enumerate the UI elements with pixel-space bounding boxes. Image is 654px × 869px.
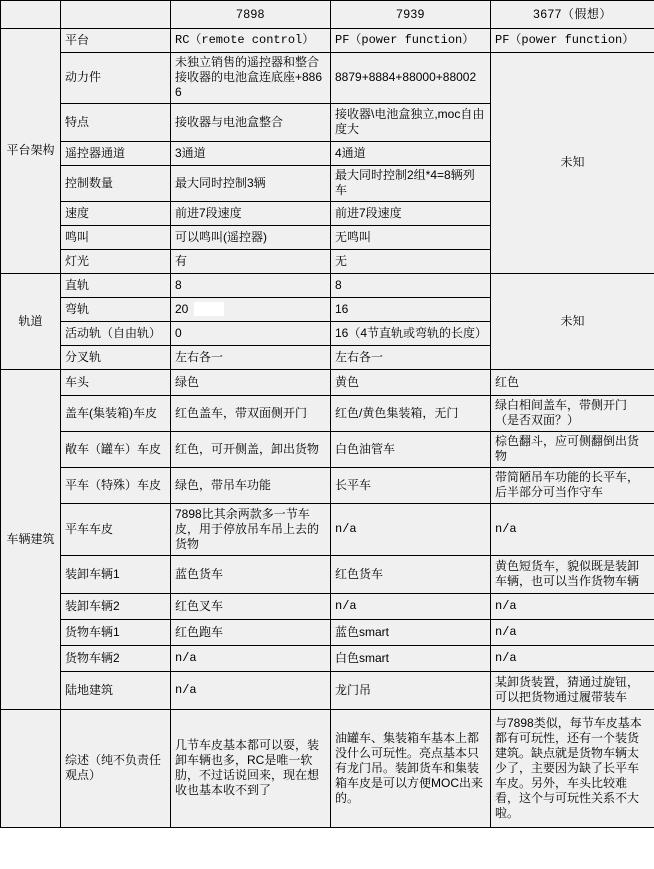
value-7939-ground-building: 龙门吊 (331, 672, 491, 710)
attr-locomotive: 车头 (61, 370, 171, 396)
value-7939-lights: 无 (331, 250, 491, 274)
value-7898-flatcar: 7898比其余两款多一节车皮，用于停放吊车吊上去的货物 (171, 504, 331, 556)
value-7898-straight-track: 8 (171, 274, 331, 298)
value-7898-speed: 前进7段速度 (171, 202, 331, 226)
attr-lights: 灯光 (61, 250, 171, 274)
header-model-3677: 3677（假想） (491, 1, 654, 29)
value-3677-loading-vehicle-1: 黄色短货车，貌似既是装卸车辆，也可以当作货物车辆 (491, 556, 654, 594)
value-7939-power-parts: 8879+8884+88000+88002 (331, 53, 491, 104)
value-7898-loading-vehicle-1: 蓝色货车 (171, 556, 331, 594)
attr-control-count: 控制数量 (61, 166, 171, 202)
header-model-7939: 7939 (331, 1, 491, 29)
header-corner-blank (1, 1, 61, 29)
attr-cargo-vehicle-1: 货物车辆1 (61, 620, 171, 646)
value-3677-loading-vehicle-2: n/a (491, 594, 654, 620)
value-7898-locomotive: 绿色 (171, 370, 331, 396)
header-attribute-column (61, 1, 171, 29)
attr-power-parts: 动力件 (61, 53, 171, 104)
value-7939-flexible-track: 16（4节直轨或弯轨的长度） (331, 322, 491, 346)
value-7939-covered-wagon: 红色/黄色集装箱，无门 (331, 396, 491, 432)
table-row-platform (1, 29, 654, 53)
value-3677-flatcar: n/a (491, 504, 654, 556)
value-7898-rc-channels: 3通道 (171, 142, 331, 166)
value-7898-platform: RC（remote control） (171, 29, 331, 53)
value-7939-loading-vehicle-1: 红色货车 (331, 556, 491, 594)
attr-ground-building: 陆地建筑 (61, 672, 171, 710)
table-row-special-flatcar (1, 468, 654, 504)
table-row-open-tank-wagon (1, 432, 654, 468)
value-7939-cargo-vehicle-2: 白色smart (331, 646, 491, 672)
value-7939-locomotive: 黄色 (331, 370, 491, 396)
value-7939-cargo-vehicle-1: 蓝色smart (331, 620, 491, 646)
value-7939-platform: PF（power function） (331, 29, 491, 53)
attr-cargo-vehicle-2: 货物车辆2 (61, 646, 171, 672)
value-7898-special-flatcar: 绿色，带吊车功能 (171, 468, 331, 504)
value-3677-cargo-vehicle-1: n/a (491, 620, 654, 646)
value-7939-switch-track: 左右各一 (331, 346, 491, 370)
value-7939-special-flatcar: 长平车 (331, 468, 491, 504)
attr-loading-vehicle-1: 装卸车辆1 (61, 556, 171, 594)
value-7939-horn: 无鸣叫 (331, 226, 491, 250)
value-7939-open-tank-wagon: 白色油管车 (331, 432, 491, 468)
attr-special-flatcar: 平车（特殊）车皮 (61, 468, 171, 504)
attr-loading-vehicle-2: 装卸车辆2 (61, 594, 171, 620)
table-row-power-parts (1, 53, 654, 104)
table-row-cargo-vehicle-2 (1, 646, 654, 672)
value-7939-flatcar: n/a (331, 504, 491, 556)
value-7898-horn: 可以鸣叫(遥控器) (171, 226, 331, 250)
value-7898-lights: 有 (171, 250, 331, 274)
value-7939-summary: 油罐车、集装箱车基本上都没什么可玩性。亮点基本只有龙门吊。装卸货车和集装箱车皮是可以方便MOC出来的。 (331, 710, 491, 828)
table-row-locomotive (1, 370, 654, 396)
group-label-platform: 平台架构 (1, 29, 61, 274)
table-row-ground-building (1, 672, 654, 710)
value-3677-open-tank-wagon: 棕色翻斗，应可侧翻倒出货物 (491, 432, 654, 468)
table-row-covered-wagon (1, 396, 654, 432)
attr-horn: 鸣叫 (61, 226, 171, 250)
value-7939-curved-track: 16 (331, 298, 491, 322)
value-7939-control-count: 最大同时控制2组*4=8辆列车 (331, 166, 491, 202)
value-3677-covered-wagon: 绿白相间盖车，带侧开门（是否双面？） (491, 396, 654, 432)
attr-open-tank-wagon: 敞车（罐车）车皮 (61, 432, 171, 468)
value-7898-loading-vehicle-2: 红色叉车 (171, 594, 331, 620)
attr-speed: 速度 (61, 202, 171, 226)
value-7939-straight-track: 8 (331, 274, 491, 298)
value-3677-special-flatcar: 带简陋吊车功能的长平车，后半部分可当作守车 (491, 468, 654, 504)
value-3677-cargo-vehicle-2: n/a (491, 646, 654, 672)
value-7898-power-parts: 未独立销售的遥控器和整合接收器的电池盒连底座+8866 (171, 53, 331, 104)
group-label-vehicles: 车辆建筑 (1, 370, 61, 710)
attr-straight-track: 直轨 (61, 274, 171, 298)
attr-flexible-track: 活动轨（自由轨） (61, 322, 171, 346)
value-3677-track-unknown: 未知 (491, 274, 654, 370)
value-7898-cargo-vehicle-1: 红色跑车 (171, 620, 331, 646)
value-3677-summary: 与7898类似，每节车皮基本都有可玩性，还有一个装货建筑。缺点就是货物车辆太少了，主要因为缺了长平车车皮。另外，车头比较难看，这个与可玩性关系不大啦。 (491, 710, 654, 828)
attr-features: 特点 (61, 104, 171, 142)
attr-covered-wagon: 盖车(集装箱)车皮 (61, 396, 171, 432)
value-7939-features: 接收器\电池盒独立,moc自由度大 (331, 104, 491, 142)
value-7939-loading-vehicle-2: n/a (331, 594, 491, 620)
value-3677-locomotive: 红色 (491, 370, 654, 396)
value-7898-features: 接收器与电池盒整合 (171, 104, 331, 142)
value-7898-switch-track: 左右各一 (171, 346, 331, 370)
attr-switch-track: 分叉轨 (61, 346, 171, 370)
attr-rc-channels: 遥控器通道 (61, 142, 171, 166)
attr-platform: 平台 (61, 29, 171, 53)
table-row-loading-vehicle-1 (1, 556, 654, 594)
attr-summary: 综述（纯不负责任观点） (61, 710, 171, 828)
value-7898-flexible-track: 0 (171, 322, 331, 346)
selection-highlight-artifact (194, 302, 224, 316)
group-label-summary (1, 710, 61, 828)
header-model-7898: 7898 (171, 1, 331, 29)
group-label-track: 轨道 (1, 274, 61, 370)
table-row-summary (1, 710, 654, 828)
attr-curved-track: 弯轨 (61, 298, 171, 322)
table-header-row (1, 1, 654, 29)
value-7898-control-count: 最大同时控制3辆 (171, 166, 331, 202)
value-3677-ground-building: 某卸货装置，猜通过旋钮，可以把货物通过履带装车 (491, 672, 654, 710)
value-7939-rc-channels: 4通道 (331, 142, 491, 166)
value-7939-speed: 前进7段速度 (331, 202, 491, 226)
value-7898-ground-building: n/a (171, 672, 331, 710)
value-3677-platform-unknown: 未知 (491, 53, 654, 274)
value-7898-curved-track-cell (171, 298, 331, 322)
value-7898-covered-wagon: 红色盖车，带双面侧开门 (171, 396, 331, 432)
table-row-flatcar (1, 504, 654, 556)
value-7898-summary: 几节车皮基本都可以耍，装卸车辆也多，RC是唯一软肋，不过话说回来，现在想收也基本收不到了 (171, 710, 331, 828)
table-row-cargo-vehicle-1 (1, 620, 654, 646)
table-row-loading-vehicle-2 (1, 594, 654, 620)
attr-flatcar: 平车车皮 (61, 504, 171, 556)
value-7898-open-tank-wagon: 红色，可开侧盖，卸出货物 (171, 432, 331, 468)
value-7898-curved-track: 20 (175, 301, 189, 316)
value-7898-cargo-vehicle-2: n/a (171, 646, 331, 672)
table-row-straight-track (1, 274, 654, 298)
value-3677-platform: PF（power function） (491, 29, 654, 53)
